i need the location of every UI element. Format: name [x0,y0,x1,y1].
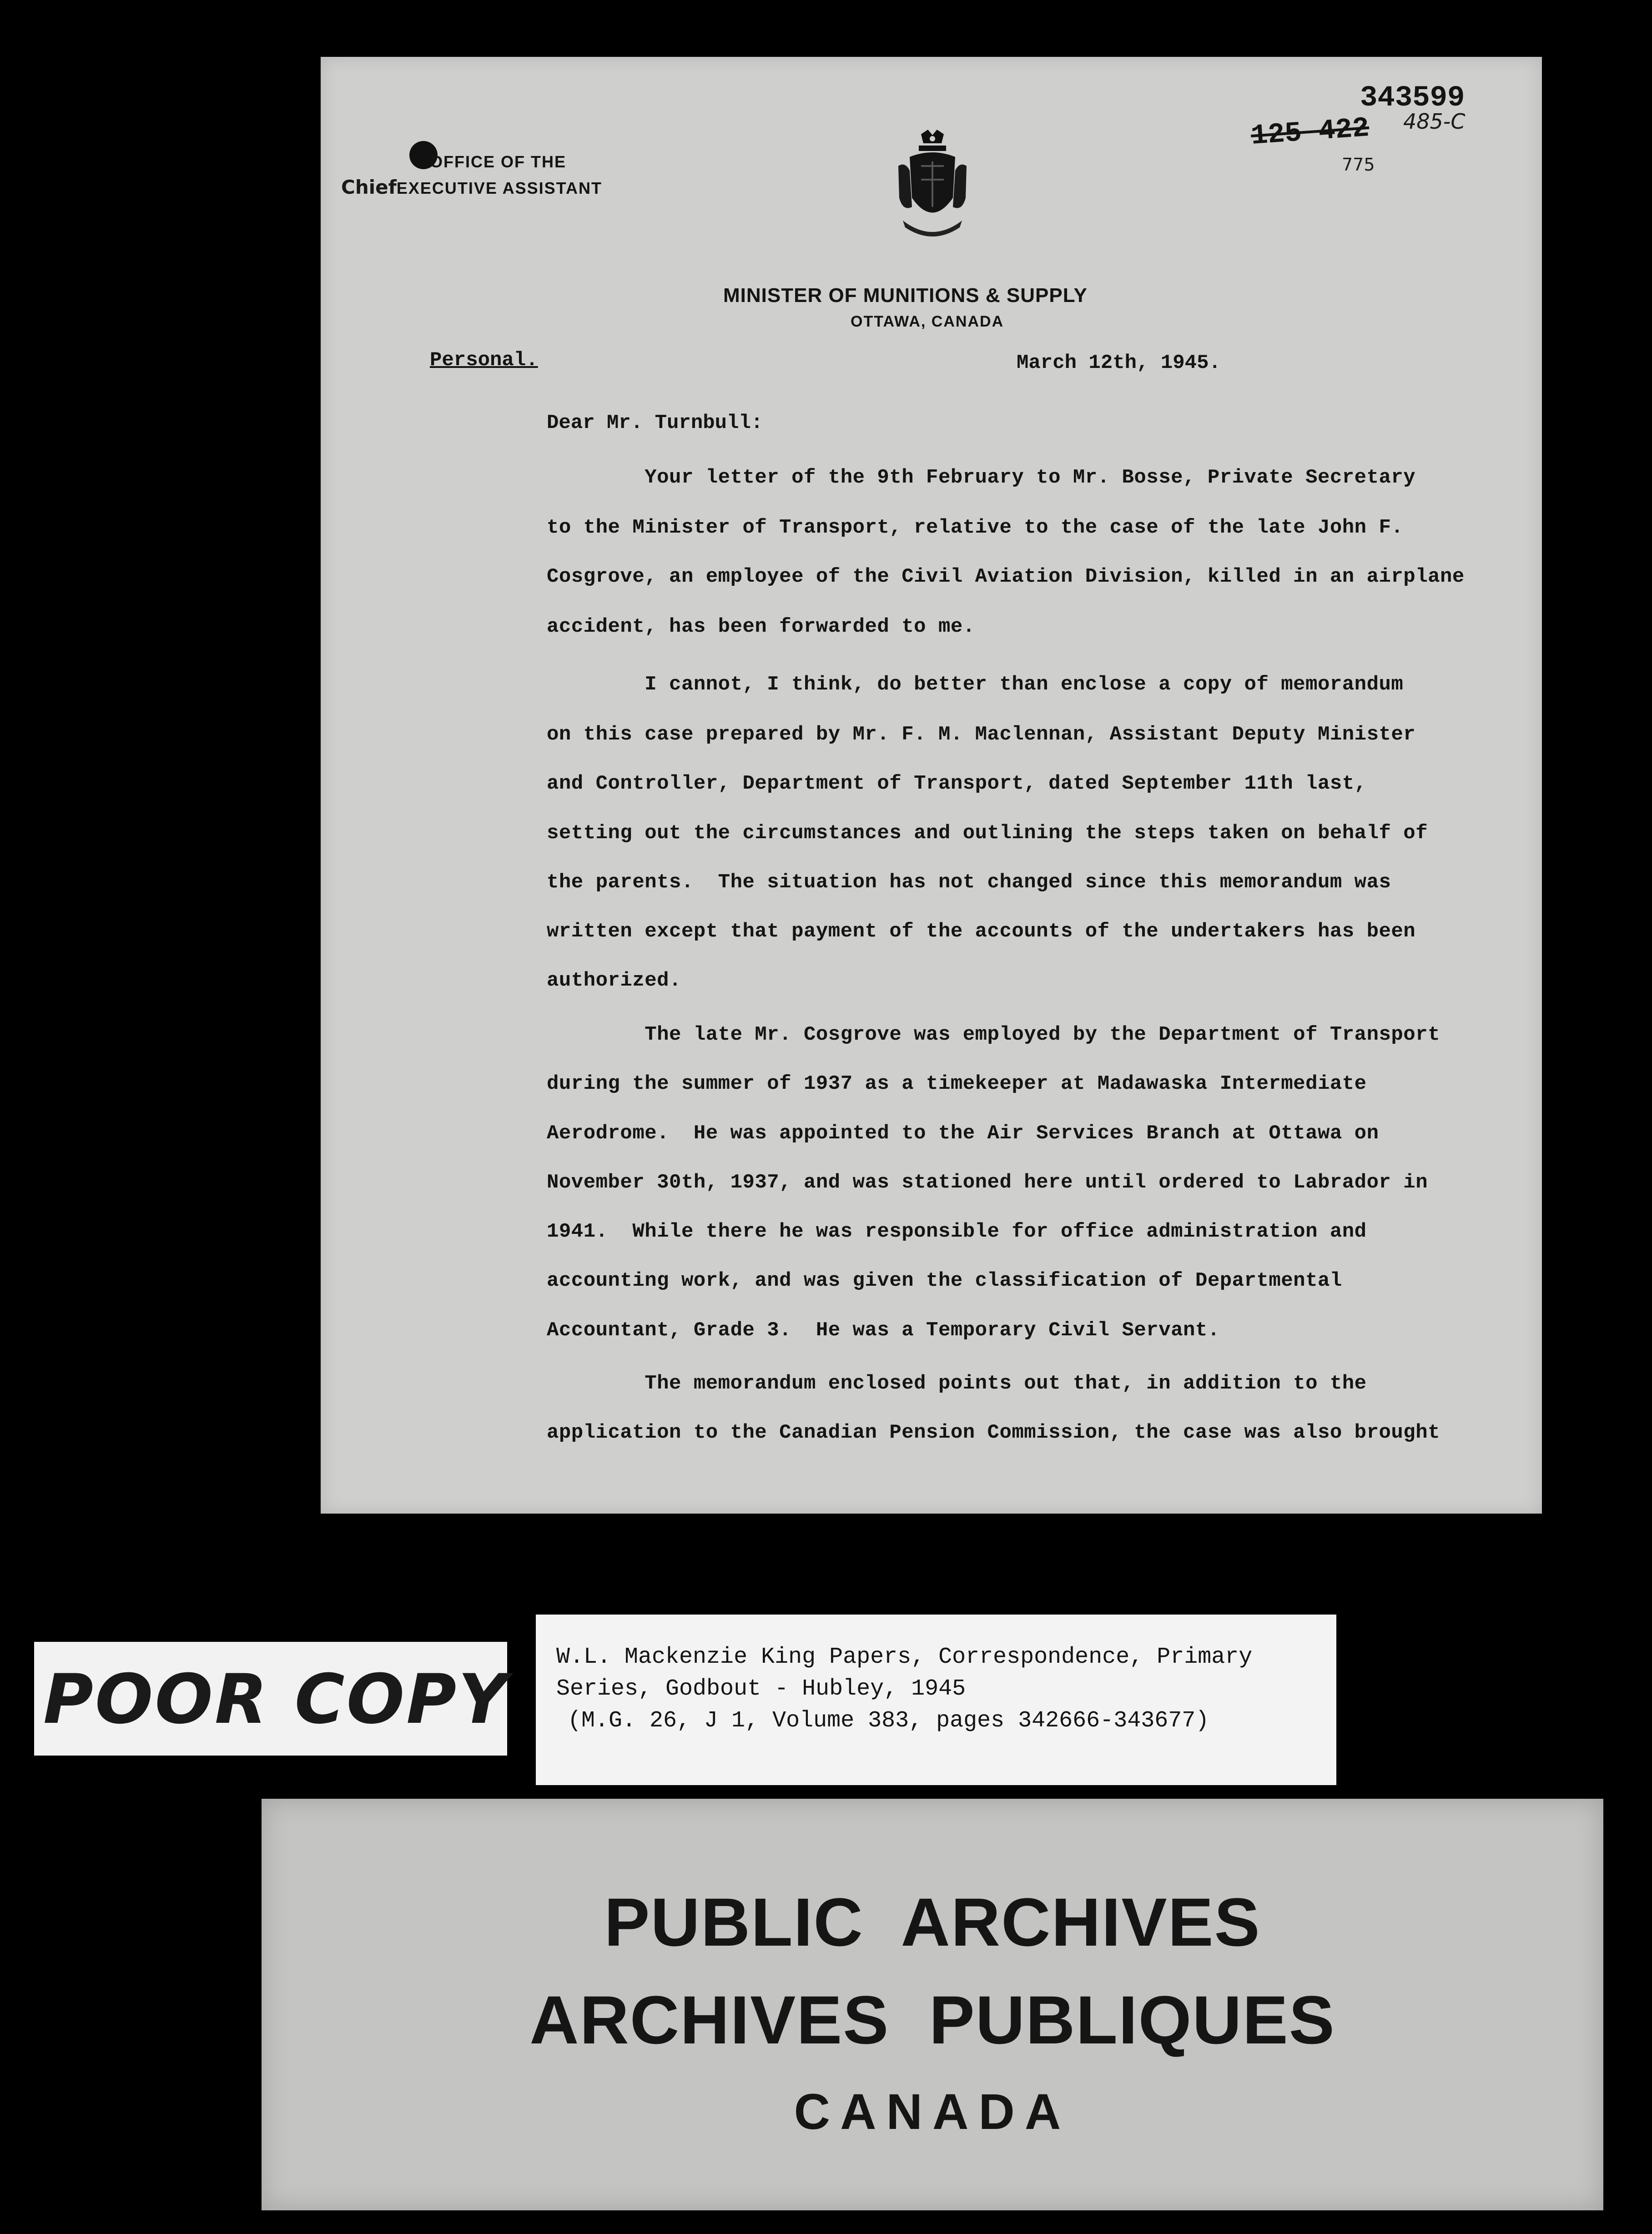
body-line: written except that payment of the accounts of the undertakers has been [547,920,1416,943]
file-number: 343599 [1360,82,1465,115]
coat-of-arms-icon [894,130,971,243]
body-line: The memorandum enclosed points out that, in addition to the [547,1372,1367,1395]
office-line-1: OFFICE OF THE [430,152,566,171]
archives-line-3: CANADA [794,2084,1071,2140]
letterhead-city: OTTAWA, CANADA [851,313,1004,330]
poor-copy-label: POOR COPY [43,1660,509,1739]
archives-line-2: ARCHIVES PUBLIQUES [529,1982,1335,2058]
body-line: November 30th, 1937, and was stationed here until ordered to Labrador in [547,1171,1428,1194]
body-line: The late Mr. Cosgrove was employed by the Department of Transport [547,1023,1440,1046]
body-line: 1941. While there he was responsible for office administration and [547,1220,1367,1243]
citation-line-3: (M.G. 26, J 1, Volume 383, pages 342666-343677) [568,1708,1209,1734]
body-line: to the Minister of Transport, relative to the case of the late John F. [547,516,1404,539]
body-line: accident, has been forwarded to me. [547,615,975,638]
poor-copy-stamp [34,1642,507,1756]
letter-page [321,57,1542,1514]
body-line: application to the Canadian Pension Commission, the case was also brought [547,1421,1440,1444]
office-line-2 [341,176,602,198]
archives-line-1: PUBLIC ARCHIVES [604,1884,1261,1960]
citation-line-1: W.L. Mackenzie King Papers, Correspondence, Primary [556,1644,1253,1670]
body-line: on this case prepared by Mr. F. M. Maclennan, Assistant Deputy Minister [547,723,1416,746]
personal-marking: Personal. [430,349,538,372]
body-line: accounting work, and was given the classification of Departmental [547,1269,1342,1292]
body-line: Your letter of the 9th February to Mr. Bosse, Private Secretary [547,466,1416,489]
body-line: setting out the circumstances and outlining the steps taken on behalf of [547,822,1428,845]
archives-banner [262,1799,1603,2210]
body-line: authorized. [547,969,681,992]
body-line: Cosgrove, an employee of the Civil Aviation Division, killed in an airplane [547,565,1465,588]
citation-card [536,1615,1336,1785]
body-line: during the summer of 1937 as a timekeeper at Madawaska Intermediate [547,1072,1367,1095]
handwritten-note: 485-C [1403,109,1466,134]
office-line-2-hand: Chief [341,176,397,198]
struck-number: 125 422 [1249,112,1370,152]
body-line: Accountant, Grade 3. He was a Temporary Civil Servant. [547,1319,1220,1342]
struck-number-below: 775 [1342,155,1375,175]
citation-line-2: Series, Godbout - Hubley, 1945 [556,1676,966,1702]
body-line: and Controller, Department of Transport, dated September 11th last, [547,772,1367,795]
body-line: Aerodrome. He was appointed to the Air Services Branch at Ottawa on [547,1122,1379,1145]
body-line: I cannot, I think, do better than enclose a copy of memorandum [547,673,1404,696]
letter-date: March 12th, 1945. [1017,352,1221,374]
letterhead-title: MINISTER OF MUNITIONS & SUPPLY [723,284,1088,307]
salutation: Dear Mr. Turnbull: [547,412,763,434]
body-line: the parents. The situation has not changed since this memorandum was [547,871,1391,894]
office-line-2-text: EXECUTIVE ASSISTANT [396,179,602,197]
